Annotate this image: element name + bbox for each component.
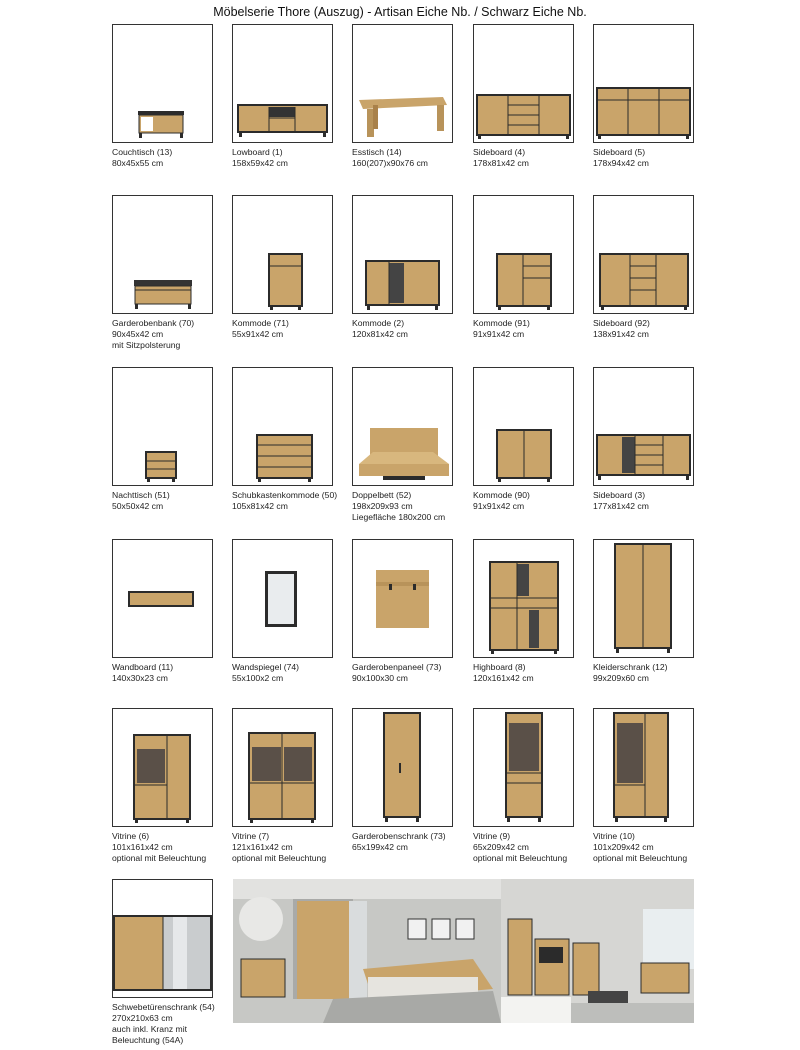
product-image (232, 367, 333, 486)
product-image (352, 24, 453, 143)
product-size: 198x209x93 cm (352, 501, 413, 511)
product-image (112, 539, 213, 658)
product-kommode-90[interactable] (473, 367, 574, 512)
product-name: Kommode (90) (473, 490, 530, 500)
product-name: Garderobenschrank (73) (352, 831, 446, 841)
product-kommode-91[interactable] (473, 195, 574, 340)
product-vitrine-6[interactable] (112, 708, 213, 864)
product-name: Doppelbett (52) (352, 490, 412, 500)
product-note: optional mit Beleuchtung (473, 853, 568, 863)
product-note: auch inkl. Kranz mit (112, 1024, 187, 1034)
product-name: Sideboard (5) (593, 147, 646, 157)
product-image (473, 708, 574, 827)
product-doppelbett[interactable] (352, 367, 453, 523)
product-size: 65x199x42 cm (352, 842, 408, 852)
product-name: Kleiderschrank (12) (593, 662, 668, 672)
product-name: Lowboard (1) (232, 147, 283, 157)
product-image (473, 367, 574, 486)
product-schwebetuerenschrank[interactable] (112, 879, 213, 1046)
product-size: 101x209x42 cm (593, 842, 654, 852)
product-image (593, 367, 694, 486)
product-size: 65x209x42 cm (473, 842, 529, 852)
product-image (232, 195, 333, 314)
product-image (352, 367, 453, 486)
product-size: 158x59x42 cm (232, 158, 288, 168)
product-nachttisch[interactable] (112, 367, 213, 512)
product-size: 91x91x42 cm (473, 501, 525, 511)
product-vitrine-9[interactable] (473, 708, 574, 864)
product-size: 91x91x42 cm (473, 329, 525, 339)
product-image (232, 539, 333, 658)
product-name: Sideboard (4) (473, 147, 526, 157)
product-name: Highboard (8) (473, 662, 526, 672)
product-wandboard[interactable] (112, 539, 213, 684)
product-name: Schwebetürenschrank (54) (112, 1002, 215, 1012)
product-name: Sideboard (3) (593, 490, 646, 500)
product-vitrine-7[interactable] (232, 708, 333, 864)
product-note: optional mit Beleuchtung (232, 853, 327, 863)
product-wandspiegel[interactable] (232, 539, 333, 684)
product-name: Vitrine (10) (593, 831, 635, 841)
product-size: 80x45x55 cm (112, 158, 164, 168)
product-size: 270x210x63 cm (112, 1013, 173, 1023)
room-photo (233, 879, 694, 1023)
product-name: Sideboard (92) (593, 318, 650, 328)
product-image (593, 708, 694, 827)
product-size: 105x81x42 cm (232, 501, 288, 511)
product-image (112, 195, 213, 314)
product-highboard[interactable] (473, 539, 574, 684)
product-note: optional mit Beleuchtung (112, 853, 207, 863)
product-image (112, 879, 213, 998)
product-vitrine-10[interactable] (593, 708, 694, 864)
product-image (473, 539, 574, 658)
product-image (593, 195, 694, 314)
product-image (352, 195, 453, 314)
product-size: 55x100x2 cm (232, 673, 284, 683)
product-name: Vitrine (7) (232, 831, 270, 841)
product-name: Kommode (2) (352, 318, 405, 328)
product-couchtisch[interactable] (112, 24, 213, 169)
product-size: 177x81x42 cm (593, 501, 649, 511)
product-image (232, 708, 333, 827)
product-name: Vitrine (9) (473, 831, 511, 841)
product-note-2: Beleuchtung (54A) (112, 1035, 184, 1045)
product-size: 178x81x42 cm (473, 158, 529, 168)
product-esstisch[interactable] (352, 24, 453, 169)
product-image (112, 24, 213, 143)
product-size: 121x161x42 cm (232, 842, 293, 852)
product-name: Nachttisch (51) (112, 490, 170, 500)
product-name: Kommode (91) (473, 318, 530, 328)
product-image (473, 24, 574, 143)
product-image (112, 708, 213, 827)
product-image (593, 539, 694, 658)
product-kleiderschrank[interactable] (593, 539, 694, 684)
product-sideboard-92[interactable] (593, 195, 694, 340)
product-schubkastenkommode[interactable] (232, 367, 338, 512)
product-size: 90x45x42 cm (112, 329, 164, 339)
product-size: 120x161x42 cm (473, 673, 534, 683)
product-note: optional mit Beleuchtung (593, 853, 688, 863)
product-image (352, 539, 453, 658)
product-name: Wandboard (11) (112, 662, 174, 672)
product-name: Couchtisch (13) (112, 147, 173, 157)
product-kommode-2[interactable] (352, 195, 453, 340)
product-size: 120x81x42 cm (352, 329, 408, 339)
product-size: 101x161x42 cm (112, 842, 173, 852)
product-name: Vitrine (6) (112, 831, 150, 841)
product-name: Garderobenpaneel (73) (352, 662, 442, 672)
product-size: 160(207)x90x76 cm (352, 158, 428, 168)
product-kommode-71[interactable] (232, 195, 333, 340)
product-note: Liegefläche 180x200 cm (352, 512, 446, 522)
product-name: Esstisch (14) (352, 147, 402, 157)
product-lowboard[interactable] (232, 24, 333, 169)
product-sideboard-5[interactable] (593, 24, 694, 169)
product-size: 55x91x42 cm (232, 329, 284, 339)
product-name: Wandspiegel (74) (232, 662, 300, 672)
product-garderobenbank[interactable] (112, 195, 213, 351)
product-garderobenschrank[interactable] (352, 708, 453, 853)
product-image (473, 195, 574, 314)
product-size: 90x100x30 cm (352, 673, 408, 683)
product-sideboard-3[interactable] (593, 367, 694, 512)
product-image (352, 708, 453, 827)
product-garderobenpaneel[interactable] (352, 539, 453, 684)
product-size: 140x30x23 cm (112, 673, 168, 683)
product-image (232, 24, 333, 143)
product-size: 138x91x42 cm (593, 329, 649, 339)
product-name: Kommode (71) (232, 318, 289, 328)
product-image (112, 367, 213, 486)
product-sideboard-4[interactable] (473, 24, 574, 169)
product-note: mit Sitzpolsterung (112, 340, 181, 350)
product-size: 99x209x60 cm (593, 673, 649, 683)
product-name: Garderobenbank (70) (112, 318, 195, 328)
product-size: 178x94x42 cm (593, 158, 649, 168)
product-name: Schubkastenkommode (50) (232, 490, 338, 500)
product-image (593, 24, 694, 143)
page-title: Möbelserie Thore (Auszug) - Artisan Eiche Nb. / Schwarz Eiche Nb. (213, 5, 587, 19)
product-size: 50x50x42 cm (112, 501, 164, 511)
